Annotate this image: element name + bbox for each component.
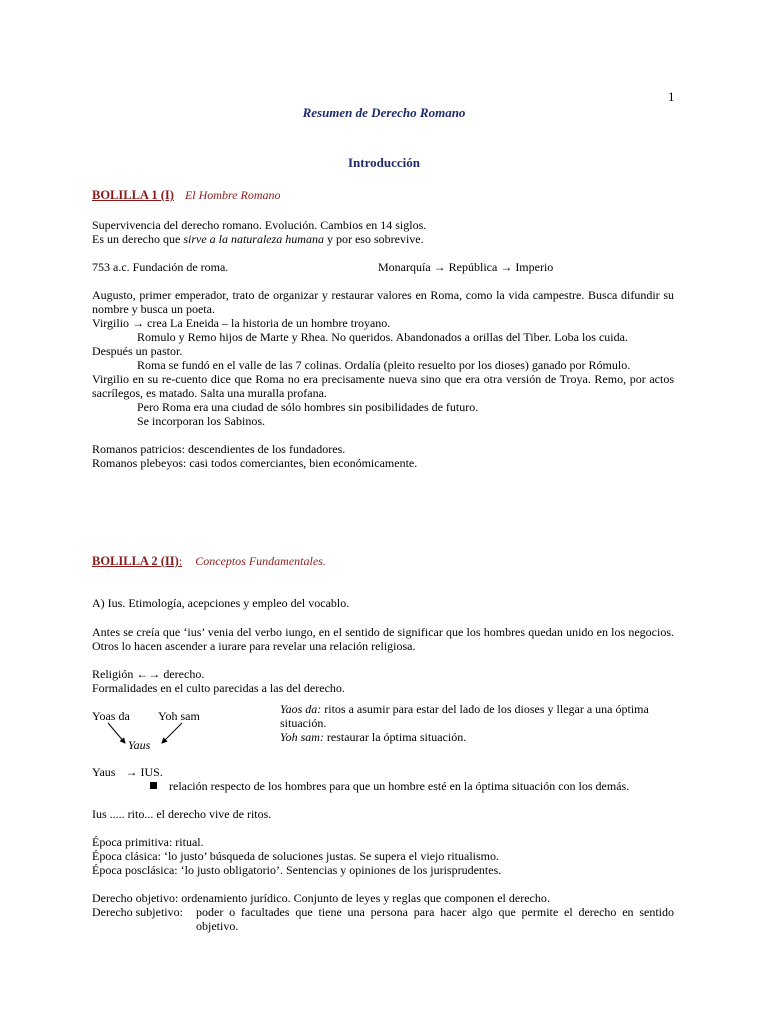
recuento-paragraph: Virgilio en su re-cuento dice que Roma no era precisamente nueva sino que era otra versión de Troya. Remo, por actos sacrílegos, es matado. Salta una muralla profana. [92,372,674,400]
epoca-clasica: Época clásica: ‘lo justo’ búsqueda de soluciones justas. Se supera el viejo ritualismo. [92,849,500,863]
square-bullet-icon [150,782,157,789]
yaus-ius-line: Yaus → IUS. [92,765,163,779]
pero-line: Pero Roma era una ciudad de sólo hombres sin posibilidades de futuro. [137,400,479,414]
pastor-line: Después un pastor. [92,344,183,358]
plebeyos-line: Romanos plebeyos: casi todos comerciantes, bien económicamente. [92,456,418,470]
yoh-sam-label: Yoh sam [158,709,200,723]
derecho-objetivo: Derecho objetivo: ordenamiento jurídico. Conjunto de leyes y reglas que componen el derecho. [92,891,550,905]
patricios-line: Romanos patricios: descendientes de los fundadores. [92,442,346,456]
religion-line: Religión ←→ derecho. [92,667,205,681]
item-a-line: A) Ius. Etimología, acepciones y empleo del vocablo. [92,596,350,610]
virgilio-line: Virgilio → crea La Eneida – la historia de un hombre troyano. [92,316,391,330]
arrow-right-icon: → [125,765,138,779]
arrow-right-icon: → [433,260,446,274]
supervivencia-line: Supervivencia del derecho romano. Evolución. Cambios en 14 siglos. [92,218,427,232]
ius-rito-line: Ius ..... rito... el derecho vive de ritos. [92,807,272,821]
bolilla2-label: BOLILLA 2 (II) [92,554,179,568]
derecho-subjetivo-text: poder o facultades que tiene una persona para hacer algo que permite el derecho en sentido objetivo. [196,905,674,933]
augusto-paragraph: Augusto, primer emperador, trato de organizar y restaurar valores en Roma, como la vida campestre. Busca difundir su nombre y busca un poeta. [92,288,674,316]
arrow-right-icon: → [500,260,513,274]
naturaleza-line: Es un derecho que sirve a la naturaleza humana y por eso sobrevive. [92,232,424,246]
antes-paragraph: Antes se creía que ‘ius’ venia del verbo iungo, en el sentido de significar que los hombres quedan unido en los negocios. Otros lo hacen ascender a iurare para revelar una relación religiosa. [92,625,674,653]
government-sequence: Monarquía → República → Imperio [378,260,554,274]
document-title: Resumen de Derecho Romano [302,105,466,120]
formalidades-line: Formalidades en el culto parecidas a las del derecho. [92,681,345,695]
page-number: 1 [668,89,675,104]
sabinos-line: Se incorporan los Sabinos. [137,414,265,428]
relacion-bullet: relación respecto de los hombres para que un hombre esté en la óptima situación con los demás. [150,779,629,793]
bolilla1-heading [92,188,281,202]
yoas-definition: Yaos da: ritos a asumir para estar del lado de los dioses y llegar a una óptima situación. [280,702,649,730]
bolilla1-label: BOLILLA 1 (I) [92,188,174,202]
epoca-primitiva: Época primitiva: ritual. [92,835,204,849]
founding-line: 753 a.c. Fundación de roma. [92,260,229,274]
double-arrow-icon: ←→ [136,667,161,681]
derecho-subjetivo-label: Derecho subjetivo: [92,905,183,919]
epoca-posclasica: Época posclásica: ‘lo justo obligatorio’. Sentencias y opiniones de los jurisprudentes. [92,863,502,877]
bolilla1-subtitle: El Hombre Romano [184,188,281,202]
fundo-line: Roma se fundó en el valle de las 7 colinas. Ordalía (pleito resuelto por los dioses) ganado por Rómulo. [137,358,631,372]
bolilla2-heading: BOLILLA 2 (II): Conceptos Fundamentales. [92,554,326,568]
yoh-definition: Yoh sam: restaurar la óptima situación. [280,730,467,744]
romulo-line: Romulo y Remo hijos de Marte y Rhea. No queridos. Abandonados a orillas del Tiber. Loba los cuida. [137,330,628,344]
intro-heading: Introducción [348,155,420,170]
yaus-label: Yaus [128,738,151,752]
bolilla2-subtitle: Conceptos Fundamentales. [195,554,326,568]
arrow-right-icon: → [132,316,145,330]
yoas-da-label: Yoas da [92,709,130,723]
